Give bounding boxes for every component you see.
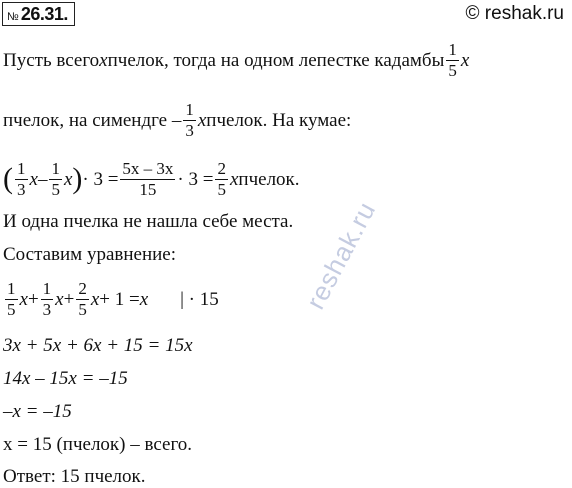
- text-line-2: [3, 100, 351, 140]
- text-line-1: [3, 40, 469, 80]
- numerator: 1: [7, 278, 16, 298]
- text-line-4: И одна пчелка не нашла себе места.: [3, 211, 294, 232]
- var-x: x: [63, 168, 73, 190]
- multiplier-note: | · 15: [180, 288, 219, 310]
- equation-rest: + 1 =: [99, 288, 140, 310]
- var-x: x: [139, 288, 149, 310]
- numerator: 5x – 3x: [122, 158, 174, 178]
- line-2-text: пчелок, на симендге –: [3, 109, 182, 131]
- multiply-equals: · 3 =: [177, 168, 214, 190]
- line-1-text-2: пчелок, тогда на одном лепестке кадамбы: [107, 49, 445, 71]
- denominator: 5: [448, 60, 457, 80]
- minus-sign: –: [37, 168, 48, 190]
- numerator: 1: [42, 278, 52, 298]
- step-line-8: 14x – 15x = –15: [3, 368, 128, 389]
- site-credit: © reshak.ru: [465, 3, 564, 24]
- numerator: 1: [448, 39, 457, 59]
- denominator: 3: [185, 120, 194, 140]
- denominator: 3: [17, 179, 26, 199]
- var-x: x: [29, 168, 38, 190]
- multiply-equals: · 3 =: [82, 168, 119, 190]
- denominator: 5: [7, 299, 16, 319]
- plus-sign: +: [27, 288, 39, 310]
- var-x: x: [90, 288, 100, 310]
- formula-line-3: [3, 158, 300, 200]
- watermark: reshak.ru: [300, 196, 382, 315]
- fraction: [41, 280, 54, 319]
- numerator: 2: [217, 158, 226, 178]
- line-2-text-2: пчелок. На кумае:: [206, 109, 352, 131]
- step-line-9: –x = –15: [3, 401, 72, 422]
- plus-sign: +: [63, 288, 75, 310]
- text-line-5: Составим уравнение:: [3, 244, 177, 265]
- denominator: 5: [51, 179, 60, 199]
- fraction: [446, 41, 459, 80]
- right-paren: ): [72, 162, 83, 195]
- denominator: 15: [139, 179, 157, 199]
- equation-line: [3, 278, 219, 320]
- line-3-end: пчелок.: [238, 168, 300, 190]
- fraction: [15, 160, 28, 199]
- denominator: 5: [78, 299, 87, 319]
- var-x: x: [197, 109, 207, 131]
- var-x: x: [55, 288, 64, 310]
- line-1-text: Пусть всего: [3, 49, 100, 71]
- numerator: 1: [51, 158, 60, 178]
- step-line-7: 3x + 5x + 6x + 15 = 15x: [3, 335, 193, 356]
- var-x: x: [99, 49, 108, 71]
- var-x: x: [229, 168, 239, 190]
- problem-number-box: [2, 2, 75, 26]
- var-x: x: [19, 288, 28, 310]
- fraction: [183, 101, 196, 140]
- numerator: 1: [185, 99, 194, 119]
- result-line: x = 15 (пчелок) – всего.: [3, 434, 193, 455]
- denominator: 5: [217, 179, 226, 199]
- answer-line: Ответ: 15 пчелок.: [3, 466, 146, 487]
- fraction: [76, 280, 89, 319]
- fraction: [215, 160, 228, 199]
- numerator: 2: [78, 278, 87, 298]
- fraction: [5, 280, 18, 319]
- denominator: 3: [42, 299, 52, 319]
- fraction: [49, 160, 62, 199]
- left-paren: (: [3, 162, 13, 195]
- number-sign: №: [7, 11, 19, 23]
- var-x: x: [460, 49, 470, 71]
- fraction: [120, 160, 175, 199]
- problem-number: 26.31.: [20, 4, 68, 24]
- numerator: 1: [17, 158, 26, 178]
